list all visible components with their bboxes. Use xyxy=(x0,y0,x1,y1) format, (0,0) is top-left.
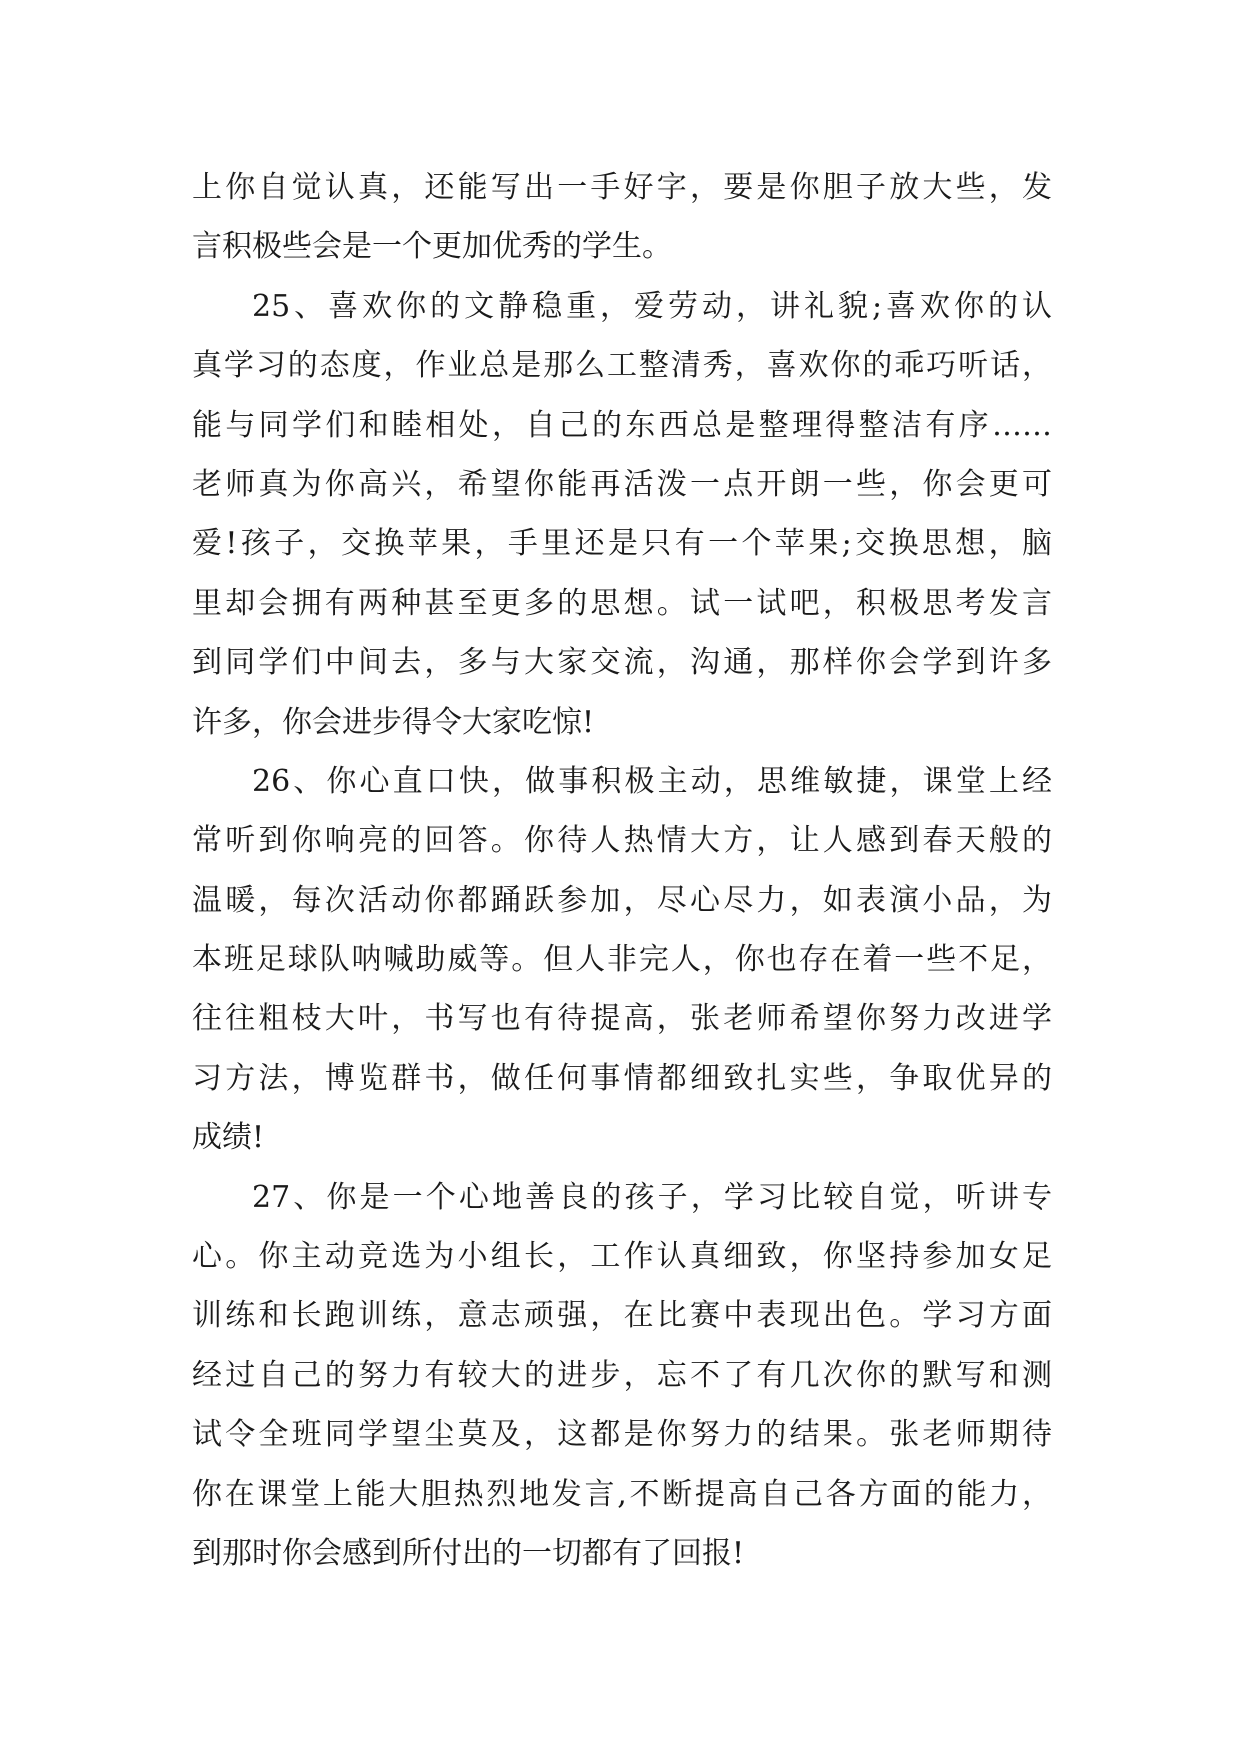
text-line: 里却会拥有两种甚至更多的思想。试一试吧，积极思考发言 xyxy=(192,585,1052,621)
text-line: 言积极些会是一个更加优秀的学生。 xyxy=(192,229,672,265)
text-line: 成绩! xyxy=(192,1120,265,1156)
text-line: 26、你心直口快，做事积极主动，思维敏捷，课堂上经 xyxy=(252,763,1052,799)
text-line: 上你自觉认真，还能写出一手好字，要是你胆子放大些，发 xyxy=(192,170,1052,205)
text-line: 到同学们中间去，多与大家交流，沟通，那样你会学到许多 xyxy=(192,645,1052,681)
text-line: 习方法，博览群书，做任何事情都细致扎实些，争取优异的 xyxy=(192,1060,1052,1096)
text-line: 本班足球队呐喊助威等。但人非完人，你也存在着一些不足， xyxy=(192,942,1052,978)
text-line: 爱!孩子，交换苹果，手里还是只有一个苹果;交换思想，脑 xyxy=(192,526,1052,562)
text-line: 老师真为你高兴，希望你能再活泼一点开朗一些，你会更可 xyxy=(192,466,1052,502)
text-line: 真学习的态度，作业总是那么工整清秀，喜欢你的乖巧听话， xyxy=(192,348,1052,384)
body-text xyxy=(192,158,1052,1583)
text-line: 到那时你会感到所付出的一切都有了回报! xyxy=(192,1535,745,1571)
text-line: 你在课堂上能大胆热烈地发言,不断提高自己各方面的能力， xyxy=(192,1476,1052,1512)
text-line: 27、你是一个心地善良的孩子，学习比较自觉，听讲专 xyxy=(252,1179,1052,1215)
text-line: 心。你主动竞选为小组长，工作认真细致，你坚持参加女足 xyxy=(192,1239,1052,1275)
text-line: 常听到你响亮的回答。你待人热情大方，让人感到春天般的 xyxy=(192,823,1052,859)
text-line: 试令全班同学望尘莫及，这都是你努力的结果。张老师期待 xyxy=(192,1417,1052,1453)
text-line: 经过自己的努力有较大的进步，忘不了有几次你的默写和测 xyxy=(192,1357,1052,1393)
text-line: 训练和长跑训练，意志顽强，在比赛中表现出色。学习方面 xyxy=(192,1298,1052,1334)
text-line: 25、喜欢你的文静稳重，爱劳动，讲礼貌;喜欢你的认 xyxy=(252,288,1052,324)
text-line: 往往粗枝大叶，书写也有待提高，张老师希望你努力改进学 xyxy=(192,1001,1052,1037)
text-line: 能与同学们和睦相处，自己的东西总是整理得整洁有序…… xyxy=(192,407,1052,443)
text-line: 温暖，每次活动你都踊跃参加，尽心尽力，如表演小品，为 xyxy=(192,882,1052,918)
text-line: 许多，你会进步得令大家吃惊! xyxy=(192,704,595,740)
